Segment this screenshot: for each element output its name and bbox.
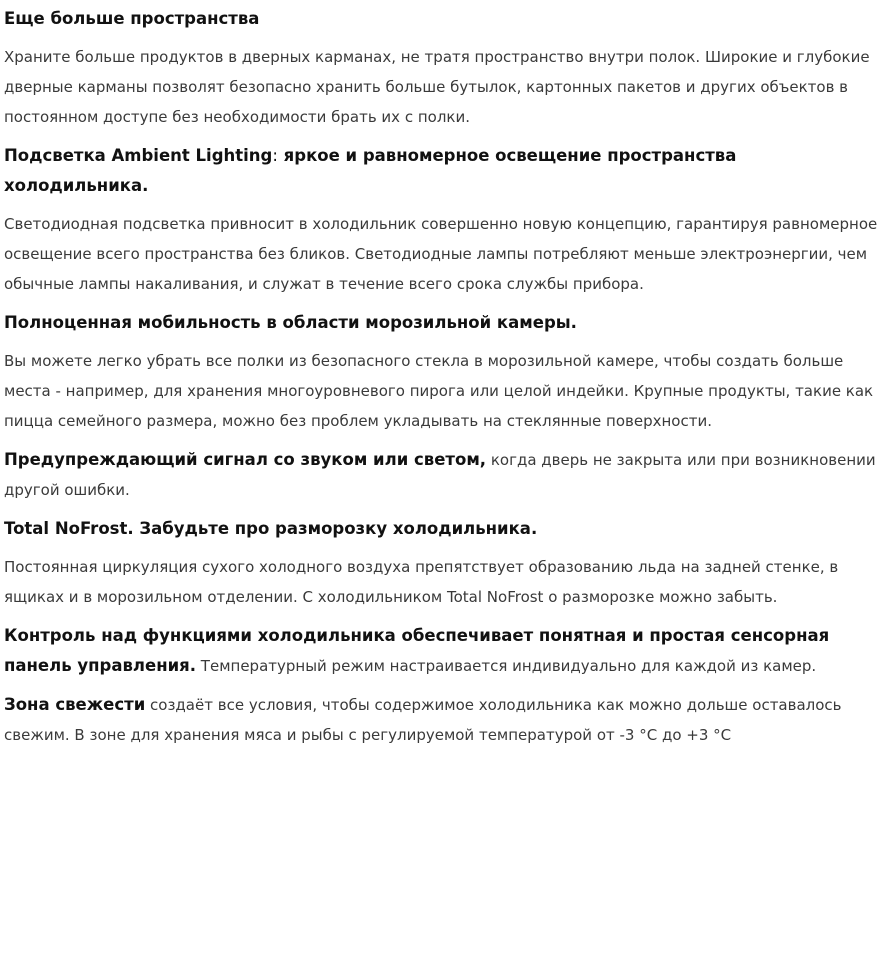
section-heading-more-space: Еще больше пространства	[4, 9, 260, 28]
section-heading-ambient-lighting	[4, 141, 884, 201]
freshness-zone-lead: Зона свежести	[4, 695, 146, 714]
section-text-more-space: Храните больше продуктов в дверных карманах, не тратя пространство внутри полок. Широкие и глубокие дверные карманы позволят безопасно хранить больше бутылок, картонных пакетов и других объектов в постоянном доступе без необходимости брать их с полки.	[4, 48, 870, 126]
section-heading-freezer-mobility: Полноценная мобильность в области морозильной камеры.	[4, 313, 577, 332]
section-heading-total-nofrost: Total NoFrost. Забудьте про разморозку холодильника.	[4, 519, 538, 538]
warning-signal-text: когда дверь не закрыта или при возникновении другой ошибки.	[4, 451, 876, 499]
section-control-panel	[4, 621, 884, 681]
section-text-ambient-lighting: Светодиодная подсветка привносит в холодильник совершенно новую концепцию, гарантируя равномерное освещение всего пространства без бликов. Светодиодные лампы потребляют меньше электроэнергии, чем обычные лампы накаливания, и служат в течение всего срока службы прибора.	[4, 215, 878, 293]
section-text-total-nofrost: Постоянная циркуляция сухого холодного воздуха препятствует образованию льда на задней стенке, в ящиках и в морозильном отделении. С холодильником Total NoFrost о разморозке можно забыть.	[4, 558, 839, 606]
heading-ambient-lighting-part2: яркое и равномерное освещение пространства холодильника.	[4, 146, 737, 195]
control-panel-text: Температурный режим настраивается индивидуально для каждой из камер.	[196, 657, 817, 675]
heading-ambient-lighting-sep: :	[272, 146, 278, 165]
section-freshness-zone	[4, 690, 884, 750]
freshness-zone-text: создаёт все условия, чтобы содержимое холодильника как можно дольше оставалось свежим. В зоне для хранения мяса и рыбы с регулируемой температурой от -3 °С до +3 °С	[4, 696, 842, 744]
section-warning-signal	[4, 445, 884, 505]
section-text-freezer-mobility: Вы можете легко убрать все полки из безопасного стекла в морозильной камере, чтобы создать больше места - например, для хранения многоуровневого пирога или целой индейки. Крупные продукты, такие как пицца семейного размера, можно без проблем укладывать на стеклянные поверхности.	[4, 352, 874, 430]
warning-signal-lead: Предупреждающий сигнал со звуком или светом,	[4, 450, 487, 469]
control-panel-lead: Контроль над функциями холодильника обеспечивает понятная и простая сенсорная панель управления.	[4, 626, 830, 675]
heading-ambient-lighting-part1: Подсветка Ambient Lighting	[4, 146, 273, 165]
